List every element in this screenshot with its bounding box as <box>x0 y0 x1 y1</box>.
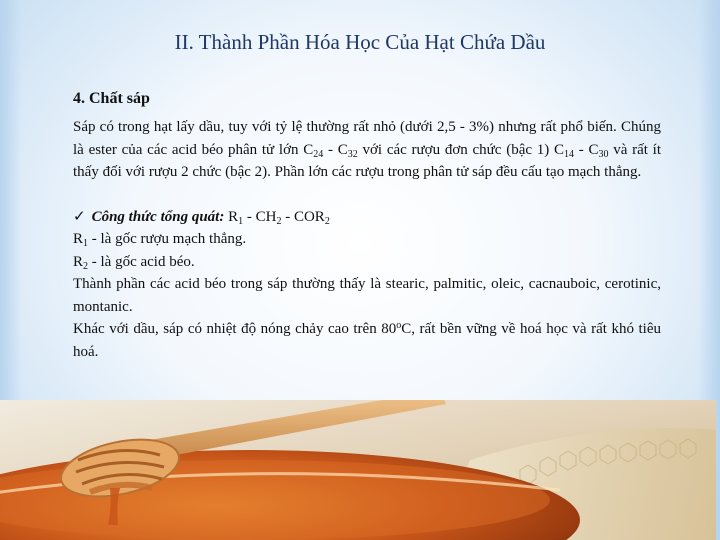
r1-definition <box>73 228 661 251</box>
para-sub-1: 24 <box>313 148 324 160</box>
r1-text: - là gốc rượu mạch thẳng. <box>88 231 247 247</box>
r2-sub: 2 <box>83 260 89 272</box>
para-text-b: - C <box>323 141 348 158</box>
r2-symbol: R <box>73 253 84 270</box>
melting-text-a: Khác với dầu, sáp có nhiệt độ nóng chảy cao trên 80 <box>73 321 397 337</box>
honey-dipper-photo <box>0 400 716 540</box>
r2-text: - là gốc acid béo. <box>88 253 195 270</box>
degree-sup: o <box>396 320 402 331</box>
formula-ch-sub: 2 <box>276 215 282 227</box>
r1-symbol: R <box>73 231 84 247</box>
para-sub-2: 32 <box>347 148 358 160</box>
formula-r-sub: 1 <box>238 215 244 227</box>
para-text-e: và rất ít thấy đối với rượu 2 chức (bậc 2). Phần lớn các rượu trong phân tử sáp đều cấu tạo mạch thẳng. <box>73 141 662 180</box>
spacer <box>73 184 661 206</box>
r2-definition <box>73 251 661 274</box>
r1-sub: 1 <box>83 238 89 249</box>
section-heading: 4. Chất sáp <box>73 90 150 107</box>
formula-cor-sub: 2 <box>324 215 330 227</box>
para-text-d: - C <box>574 141 599 158</box>
wax-description-paragraph <box>73 116 661 184</box>
melting-paragraph <box>73 318 661 363</box>
formula-label: Công thức tổng quát: <box>91 208 225 225</box>
melting-text-b: C, rất bền vững về hoá học và rất khó tiêu hoá. <box>73 321 661 360</box>
slide-content <box>73 88 661 363</box>
para-sub-4: 30 <box>598 148 609 160</box>
para-text-c: với các rượu đơn chức (bậc 1) C <box>357 141 564 158</box>
formula-end: - COR <box>281 208 325 225</box>
formula-mid: - CH <box>243 208 277 225</box>
para-sub-3: 14 <box>564 148 574 160</box>
slide-title: II. Thành Phần Hóa Học Của Hạt Chứa Dầu <box>174 30 546 54</box>
checkmark-icon: ✓ <box>73 208 86 225</box>
para-text-a: Sáp có trong hạt lấy dầu, tuy với tỷ lệ thường rất nhỏ (dưới 2,5 - 3%) nhưng rất phổ biến. Chúng là ester của các acid béo phân tử lớn C <box>73 119 661 158</box>
acids-paragraph: Thành phần các acid béo trong sáp thường thấy là stearic, palmitic, oleic, cacnauboic, cerotinic, montanic. <box>73 276 661 315</box>
formula-line <box>73 206 661 229</box>
formula-r: R <box>224 208 239 225</box>
